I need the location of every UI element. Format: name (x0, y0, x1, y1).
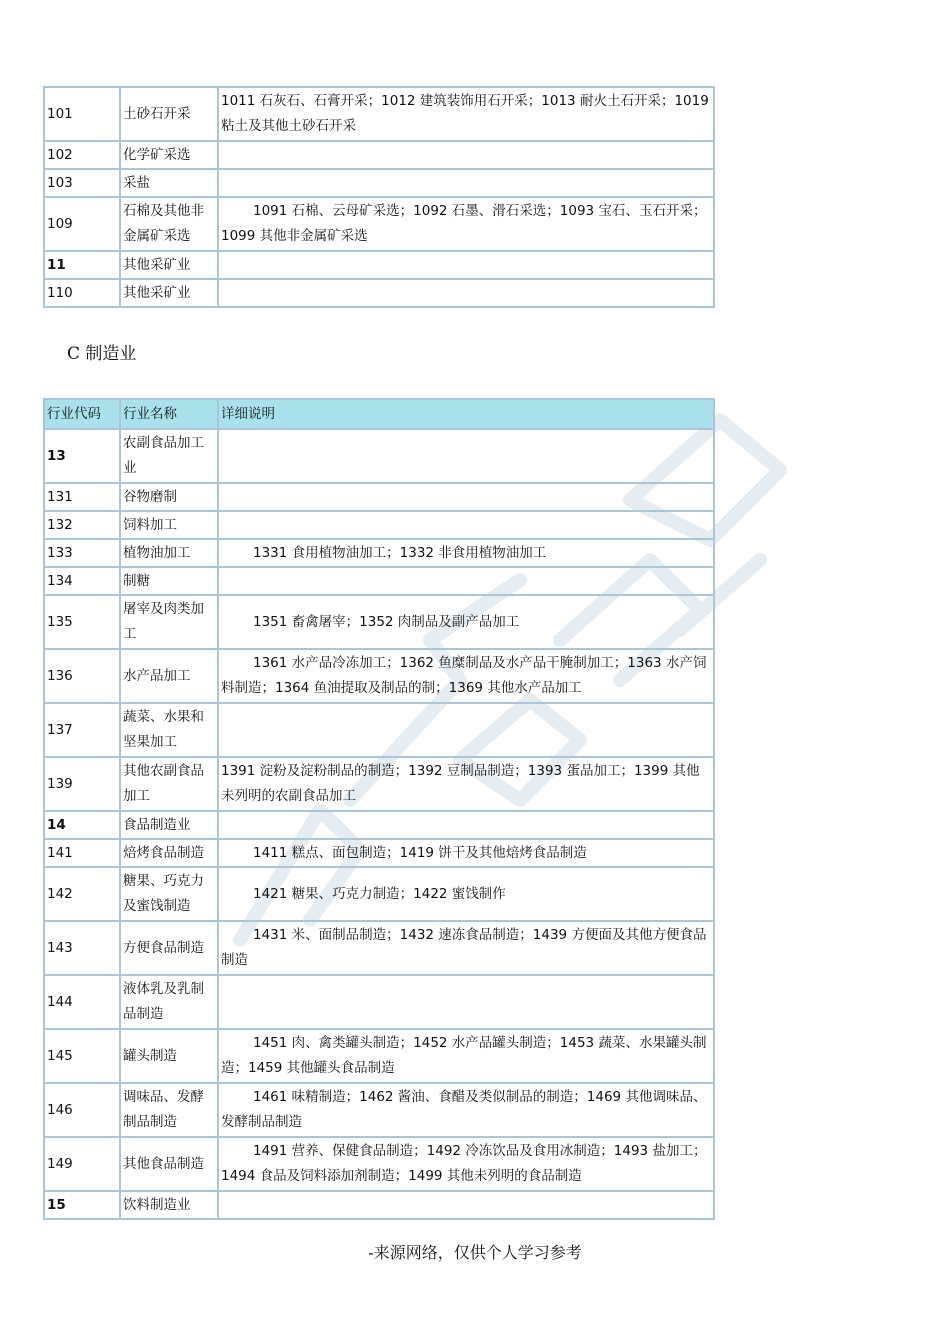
industry-name: 罐头制造 (120, 1029, 218, 1083)
industry-name: 屠宰及肉类加工 (120, 595, 218, 649)
industry-detail (218, 567, 714, 595)
industry-detail (218, 1191, 714, 1219)
industry-name: 石棉及其他非金属矿采选 (120, 197, 218, 251)
table-row (44, 649, 714, 703)
footer-note: -来源网络，仅供个人学习参考 (368, 1243, 582, 1262)
table-row (44, 251, 714, 279)
table-row (44, 539, 714, 567)
table-row (44, 703, 714, 757)
table-row (44, 483, 714, 511)
industry-name: 采盐 (120, 169, 218, 197)
header-name: 行业名称 (120, 399, 218, 429)
header-detail: 详细说明 (218, 399, 714, 429)
industry-detail: 1431 米、面制品制造；1432 速冻食品制造；1439 方便面及其他方便食品制造 (218, 921, 714, 975)
manufacturing-table (43, 398, 715, 1220)
industry-name: 其他食品制造 (120, 1137, 218, 1191)
industry-code: 143 (44, 921, 120, 975)
industry-detail: 1091 石棉、云母矿采选；1092 石墨、滑石采选；1093 宝石、玉石开采；1099 其他非金属矿采选 (218, 197, 714, 251)
industry-name: 土砂石开采 (120, 87, 218, 141)
industry-code: 135 (44, 595, 120, 649)
industry-name: 蔬菜、水果和坚果加工 (120, 703, 218, 757)
table-row (44, 867, 714, 921)
table-row (44, 511, 714, 539)
industry-detail (218, 975, 714, 1029)
table-row (44, 975, 714, 1029)
industry-detail: 1361 水产品冷冻加工；1362 鱼糜制品及水产品干腌制加工；1363 水产饲料制造；1364 鱼油提取及制品的制；1369 其他水产品加工 (218, 649, 714, 703)
industry-name: 饮料制造业 (120, 1191, 218, 1219)
table-row (44, 1083, 714, 1137)
industry-code: 103 (44, 169, 120, 197)
table-row (44, 921, 714, 975)
industry-code: 142 (44, 867, 120, 921)
table-row (44, 595, 714, 649)
industry-detail: 1491 营养、保健食品制造；1492 冷冻饮品及食用冰制造；1493 盐加工；1494 食品及饲料添加剂制造；1499 其他未列明的食品制造 (218, 1137, 714, 1191)
table-row (44, 1029, 714, 1083)
industry-detail (218, 703, 714, 757)
industry-detail (218, 141, 714, 169)
industry-code: 11 (44, 251, 120, 279)
industry-code: 109 (44, 197, 120, 251)
industry-name: 其他农副食品加工 (120, 757, 218, 811)
industry-code: 146 (44, 1083, 120, 1137)
industry-name: 农副食品加工业 (120, 429, 218, 483)
industry-name: 调味品、发酵制品制造 (120, 1083, 218, 1137)
industry-name: 食品制造业 (120, 811, 218, 839)
industry-name: 饲料加工 (120, 511, 218, 539)
industry-code: 141 (44, 839, 120, 867)
industry-detail: 1421 糖果、巧克力制造；1422 蜜饯制作 (218, 867, 714, 921)
industry-name: 植物油加工 (120, 539, 218, 567)
industry-detail: 1351 畜禽屠宰；1352 肉制品及副产品加工 (218, 595, 714, 649)
industry-detail (218, 251, 714, 279)
header-code: 行业代码 (44, 399, 120, 429)
industry-code: 13 (44, 429, 120, 483)
industry-detail: 1411 糕点、面包制造；1419 饼干及其他焙烤食品制造 (218, 839, 714, 867)
industry-name: 制糖 (120, 567, 218, 595)
industry-detail (218, 169, 714, 197)
industry-code: 14 (44, 811, 120, 839)
industry-detail (218, 511, 714, 539)
industry-code: 134 (44, 567, 120, 595)
industry-name: 糖果、巧克力及蜜饯制造 (120, 867, 218, 921)
industry-code: 110 (44, 279, 120, 307)
industry-detail: 1451 肉、禽类罐头制造；1452 水产品罐头制造；1453 蔬菜、水果罐头制造；1459 其他罐头食品制造 (218, 1029, 714, 1083)
table-row (44, 839, 714, 867)
mining-table (43, 86, 715, 308)
table-row (44, 757, 714, 811)
industry-code: 101 (44, 87, 120, 141)
industry-code: 149 (44, 1137, 120, 1191)
industry-code: 131 (44, 483, 120, 511)
table-header-row (44, 399, 714, 429)
table-row (44, 811, 714, 839)
table-row (44, 197, 714, 251)
industry-detail (218, 483, 714, 511)
table-row (44, 169, 714, 197)
industry-name: 其他采矿业 (120, 279, 218, 307)
industry-name: 焙烤食品制造 (120, 839, 218, 867)
industry-code: 144 (44, 975, 120, 1029)
industry-detail (218, 279, 714, 307)
industry-detail (218, 429, 714, 483)
industry-name: 方便食品制造 (120, 921, 218, 975)
section-title: C 制造业 (67, 344, 137, 364)
table-row (44, 429, 714, 483)
table-row (44, 1137, 714, 1191)
table-row (44, 279, 714, 307)
industry-code: 137 (44, 703, 120, 757)
industry-name: 液体乳及乳制品制造 (120, 975, 218, 1029)
industry-detail (218, 811, 714, 839)
industry-name: 其他采矿业 (120, 251, 218, 279)
table-row (44, 87, 714, 141)
industry-code: 139 (44, 757, 120, 811)
industry-code: 102 (44, 141, 120, 169)
industry-detail: 1331 食用植物油加工；1332 非食用植物油加工 (218, 539, 714, 567)
table-row (44, 1191, 714, 1219)
industry-code: 136 (44, 649, 120, 703)
industry-code: 145 (44, 1029, 120, 1083)
industry-code: 132 (44, 511, 120, 539)
industry-code: 15 (44, 1191, 120, 1219)
industry-name: 谷物磨制 (120, 483, 218, 511)
industry-detail: 1461 味精制造；1462 酱油、食醋及类似制品的制造；1469 其他调味品、发酵制品制造 (218, 1083, 714, 1137)
industry-name: 化学矿采选 (120, 141, 218, 169)
table-row (44, 141, 714, 169)
industry-detail: 1391 淀粉及淀粉制品的制造；1392 豆制品制造；1393 蛋品加工；1399 其他未列明的农副食品加工 (218, 757, 714, 811)
industry-code: 133 (44, 539, 120, 567)
industry-detail: 1011 石灰石、石膏开采；1012 建筑装饰用石开采；1013 耐火土石开采；1019 粘土及其他土砂石开采 (218, 87, 714, 141)
table-row (44, 567, 714, 595)
industry-name: 水产品加工 (120, 649, 218, 703)
